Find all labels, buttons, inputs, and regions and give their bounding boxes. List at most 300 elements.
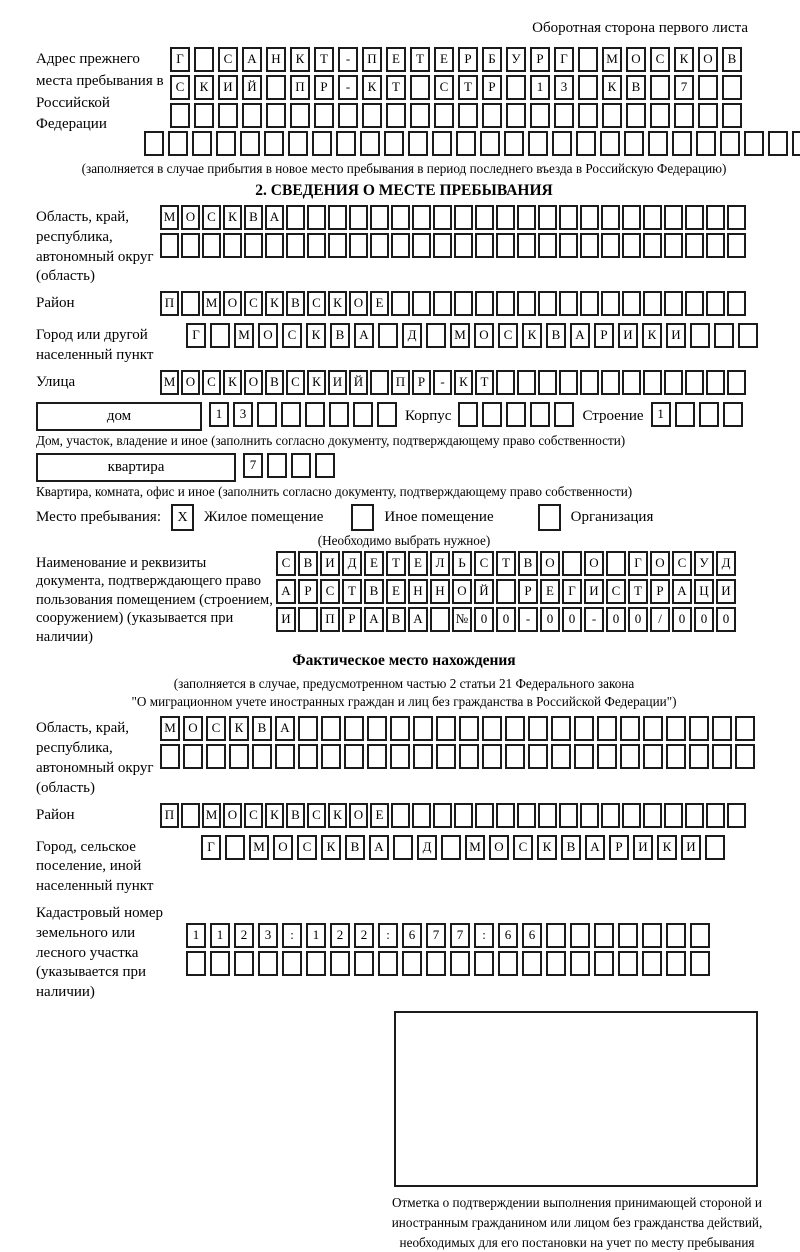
char-cell[interactable] <box>552 131 572 156</box>
char-cell[interactable] <box>580 233 599 258</box>
char-cell[interactable] <box>298 716 318 741</box>
char-cell[interactable]: Ц <box>694 579 714 604</box>
char-cell[interactable] <box>554 402 574 427</box>
char-cell[interactable]: Р <box>482 75 502 100</box>
char-cell[interactable] <box>459 716 479 741</box>
char-cell[interactable] <box>546 951 566 976</box>
char-cell[interactable] <box>229 744 249 769</box>
char-cell[interactable] <box>642 951 662 976</box>
char-cell[interactable]: 0 <box>672 607 692 632</box>
char-cell[interactable] <box>538 233 557 258</box>
char-cell[interactable] <box>580 291 599 316</box>
char-cell[interactable]: В <box>518 551 538 576</box>
char-cell[interactable] <box>643 233 662 258</box>
char-cell[interactable] <box>225 835 245 860</box>
char-cell[interactable]: В <box>364 579 384 604</box>
char-cell[interactable] <box>475 291 494 316</box>
char-cell[interactable] <box>186 951 206 976</box>
char-cell[interactable]: - <box>338 47 358 72</box>
char-cell[interactable] <box>436 744 456 769</box>
char-cell[interactable]: И <box>618 323 638 348</box>
char-cell[interactable] <box>329 402 349 427</box>
char-cell[interactable] <box>528 744 548 769</box>
char-cell[interactable]: М <box>465 835 485 860</box>
char-cell[interactable]: 0 <box>540 607 560 632</box>
char-cell[interactable] <box>530 103 550 128</box>
char-cell[interactable] <box>393 835 413 860</box>
char-cell[interactable] <box>620 744 640 769</box>
char-cell[interactable] <box>336 131 356 156</box>
char-cell[interactable]: 2 <box>354 923 374 948</box>
char-cell[interactable] <box>685 205 704 230</box>
char-cell[interactable] <box>723 402 743 427</box>
char-cell[interactable] <box>685 233 704 258</box>
char-cell[interactable] <box>551 716 571 741</box>
char-cell[interactable] <box>370 205 389 230</box>
char-cell[interactable] <box>689 716 709 741</box>
char-cell[interactable] <box>450 951 470 976</box>
char-cell[interactable] <box>506 402 526 427</box>
char-cell[interactable] <box>546 923 566 948</box>
char-cell[interactable]: Д <box>342 551 362 576</box>
char-cell[interactable]: 1 <box>210 923 230 948</box>
char-cell[interactable]: Р <box>314 75 334 100</box>
char-cell[interactable]: В <box>722 47 742 72</box>
char-cell[interactable] <box>290 103 310 128</box>
char-cell[interactable] <box>436 716 456 741</box>
char-cell[interactable] <box>690 923 710 948</box>
char-cell[interactable]: С <box>672 551 692 576</box>
char-cell[interactable]: 0 <box>562 607 582 632</box>
char-cell[interactable]: С <box>286 370 305 395</box>
char-cell[interactable]: Р <box>594 323 614 348</box>
char-cell[interactable] <box>433 291 452 316</box>
char-cell[interactable] <box>618 951 638 976</box>
char-cell[interactable] <box>482 716 502 741</box>
char-cell[interactable] <box>705 835 725 860</box>
char-cell[interactable]: Т <box>386 75 406 100</box>
char-cell[interactable]: 1 <box>651 402 671 427</box>
char-cell[interactable] <box>377 402 397 427</box>
char-cell[interactable]: У <box>694 551 714 576</box>
char-cell[interactable] <box>606 551 626 576</box>
char-cell[interactable]: О <box>650 551 670 576</box>
char-cell[interactable] <box>675 402 695 427</box>
char-cell[interactable]: С <box>206 716 226 741</box>
char-cell[interactable] <box>181 233 200 258</box>
char-cell[interactable] <box>664 370 683 395</box>
char-cell[interactable]: 3 <box>233 402 253 427</box>
char-cell[interactable] <box>578 103 598 128</box>
char-cell[interactable] <box>712 744 732 769</box>
char-cell[interactable] <box>413 716 433 741</box>
char-cell[interactable]: М <box>450 323 470 348</box>
char-cell[interactable]: М <box>160 370 179 395</box>
char-cell[interactable] <box>306 951 326 976</box>
char-cell[interactable]: В <box>561 835 581 860</box>
char-cell[interactable] <box>562 551 582 576</box>
char-cell[interactable] <box>580 205 599 230</box>
char-cell[interactable] <box>349 205 368 230</box>
char-cell[interactable]: С <box>606 579 626 604</box>
char-cell[interactable] <box>168 131 188 156</box>
char-cell[interactable]: - <box>518 607 538 632</box>
char-cell[interactable] <box>517 205 536 230</box>
char-cell[interactable] <box>643 205 662 230</box>
char-cell[interactable] <box>458 402 478 427</box>
char-cell[interactable] <box>338 103 358 128</box>
char-cell[interactable]: А <box>369 835 389 860</box>
char-cell[interactable] <box>286 233 305 258</box>
char-cell[interactable] <box>706 803 725 828</box>
char-cell[interactable]: / <box>650 607 670 632</box>
char-cell[interactable] <box>410 103 430 128</box>
char-cell[interactable]: С <box>244 803 263 828</box>
char-cell[interactable]: М <box>160 716 180 741</box>
char-cell[interactable] <box>664 205 683 230</box>
char-cell[interactable] <box>722 103 742 128</box>
char-cell[interactable] <box>170 103 190 128</box>
char-cell[interactable]: Д <box>417 835 437 860</box>
char-cell[interactable]: К <box>642 323 662 348</box>
char-cell[interactable] <box>194 47 214 72</box>
char-cell[interactable]: К <box>328 803 347 828</box>
char-cell[interactable]: К <box>321 835 341 860</box>
char-cell[interactable] <box>517 803 536 828</box>
char-cell[interactable] <box>454 205 473 230</box>
char-cell[interactable]: А <box>242 47 262 72</box>
char-cell[interactable]: М <box>160 205 179 230</box>
char-cell[interactable] <box>390 744 410 769</box>
char-cell[interactable] <box>727 233 746 258</box>
char-cell[interactable] <box>391 205 410 230</box>
char-cell[interactable]: В <box>345 835 365 860</box>
char-cell[interactable] <box>622 370 641 395</box>
char-cell[interactable] <box>475 803 494 828</box>
char-cell[interactable] <box>643 716 663 741</box>
char-cell[interactable] <box>412 205 431 230</box>
char-cell[interactable] <box>244 233 263 258</box>
char-cell[interactable]: Р <box>412 370 431 395</box>
char-cell[interactable]: О <box>452 579 472 604</box>
char-cell[interactable] <box>664 233 683 258</box>
char-cell[interactable]: К <box>194 75 214 100</box>
char-cell[interactable]: О <box>349 291 368 316</box>
char-cell[interactable] <box>298 607 318 632</box>
char-cell[interactable]: О <box>474 323 494 348</box>
char-cell[interactable]: К <box>537 835 557 860</box>
char-cell[interactable]: И <box>584 579 604 604</box>
char-cell[interactable]: Г <box>186 323 206 348</box>
char-cell[interactable] <box>288 131 308 156</box>
char-cell[interactable]: 7 <box>674 75 694 100</box>
char-cell[interactable] <box>727 370 746 395</box>
char-cell[interactable] <box>712 716 732 741</box>
char-cell[interactable] <box>312 131 332 156</box>
char-cell[interactable]: И <box>320 551 340 576</box>
char-cell[interactable]: К <box>229 716 249 741</box>
char-cell[interactable]: Р <box>650 579 670 604</box>
char-cell[interactable] <box>570 923 590 948</box>
char-cell[interactable]: 3 <box>258 923 278 948</box>
char-cell[interactable]: В <box>265 370 284 395</box>
char-cell[interactable]: А <box>585 835 605 860</box>
char-cell[interactable] <box>433 233 452 258</box>
char-cell[interactable]: К <box>328 291 347 316</box>
char-cell[interactable] <box>344 716 364 741</box>
char-cell[interactable]: П <box>391 370 410 395</box>
char-cell[interactable]: О <box>626 47 646 72</box>
char-cell[interactable]: В <box>286 803 305 828</box>
char-cell[interactable] <box>530 402 550 427</box>
char-cell[interactable] <box>266 75 286 100</box>
char-cell[interactable]: О <box>273 835 293 860</box>
char-cell[interactable]: Р <box>530 47 550 72</box>
char-cell[interactable] <box>699 402 719 427</box>
char-cell[interactable]: М <box>234 323 254 348</box>
char-cell[interactable] <box>194 103 214 128</box>
char-cell[interactable] <box>601 370 620 395</box>
char-cell[interactable] <box>559 370 578 395</box>
char-cell[interactable] <box>475 233 494 258</box>
char-cell[interactable]: К <box>223 205 242 230</box>
char-cell[interactable]: И <box>328 370 347 395</box>
char-cell[interactable] <box>390 716 410 741</box>
char-cell[interactable] <box>307 205 326 230</box>
char-cell[interactable]: А <box>364 607 384 632</box>
char-cell[interactable] <box>538 205 557 230</box>
char-cell[interactable] <box>391 233 410 258</box>
char-cell[interactable]: 6 <box>402 923 422 948</box>
char-cell[interactable] <box>538 370 557 395</box>
char-cell[interactable] <box>666 923 686 948</box>
char-cell[interactable] <box>559 291 578 316</box>
char-cell[interactable]: Г <box>562 579 582 604</box>
char-cell[interactable] <box>690 323 710 348</box>
char-cell[interactable]: 7 <box>426 923 446 948</box>
char-cell[interactable] <box>580 803 599 828</box>
char-cell[interactable]: Е <box>386 579 406 604</box>
char-cell[interactable]: Г <box>628 551 648 576</box>
char-cell[interactable]: Н <box>266 47 286 72</box>
char-cell[interactable] <box>594 923 614 948</box>
char-cell[interactable] <box>538 291 557 316</box>
char-cell[interactable]: К <box>454 370 473 395</box>
char-cell[interactable] <box>266 103 286 128</box>
char-cell[interactable]: Т <box>386 551 406 576</box>
char-cell[interactable]: О <box>349 803 368 828</box>
char-cell[interactable]: Т <box>458 75 478 100</box>
char-cell[interactable] <box>506 103 526 128</box>
char-cell[interactable] <box>454 803 473 828</box>
char-cell[interactable]: П <box>290 75 310 100</box>
char-cell[interactable]: К <box>362 75 382 100</box>
char-cell[interactable] <box>622 803 641 828</box>
char-cell[interactable] <box>307 233 326 258</box>
char-cell[interactable] <box>210 323 230 348</box>
char-cell[interactable]: Н <box>408 579 428 604</box>
char-cell[interactable]: В <box>626 75 646 100</box>
char-cell[interactable] <box>559 233 578 258</box>
char-cell[interactable] <box>402 951 422 976</box>
char-cell[interactable]: - <box>338 75 358 100</box>
char-cell[interactable]: М <box>602 47 622 72</box>
char-cell[interactable] <box>505 744 525 769</box>
char-cell[interactable] <box>275 744 295 769</box>
char-cell[interactable] <box>643 370 662 395</box>
char-cell[interactable] <box>666 716 686 741</box>
char-cell[interactable]: - <box>433 370 452 395</box>
char-cell[interactable] <box>650 75 670 100</box>
char-cell[interactable] <box>574 744 594 769</box>
char-cell[interactable] <box>620 716 640 741</box>
char-cell[interactable] <box>367 716 387 741</box>
char-cell[interactable] <box>498 951 518 976</box>
char-cell[interactable] <box>183 744 203 769</box>
char-cell[interactable]: Р <box>342 607 362 632</box>
char-cell[interactable]: С <box>307 803 326 828</box>
char-cell[interactable]: 0 <box>474 607 494 632</box>
char-cell[interactable] <box>643 744 663 769</box>
char-cell[interactable] <box>517 370 536 395</box>
char-cell[interactable]: О <box>489 835 509 860</box>
char-cell[interactable] <box>202 233 221 258</box>
char-cell[interactable] <box>160 233 179 258</box>
char-cell[interactable] <box>391 803 410 828</box>
checkbox-zhiloe[interactable]: X <box>171 504 194 531</box>
char-cell[interactable]: Г <box>201 835 221 860</box>
char-cell[interactable] <box>210 951 230 976</box>
char-cell[interactable] <box>408 131 428 156</box>
char-cell[interactable] <box>554 103 574 128</box>
char-cell[interactable]: И <box>681 835 701 860</box>
char-cell[interactable]: П <box>362 47 382 72</box>
char-cell[interactable] <box>160 744 180 769</box>
char-cell[interactable] <box>714 323 734 348</box>
char-cell[interactable]: П <box>160 291 179 316</box>
char-cell[interactable] <box>522 951 542 976</box>
char-cell[interactable] <box>685 291 704 316</box>
char-cell[interactable]: 2 <box>234 923 254 948</box>
char-cell[interactable]: С <box>498 323 518 348</box>
char-cell[interactable] <box>321 716 341 741</box>
char-cell[interactable] <box>386 103 406 128</box>
char-cell[interactable] <box>314 103 334 128</box>
char-cell[interactable] <box>504 131 524 156</box>
char-cell[interactable]: С <box>202 205 221 230</box>
char-cell[interactable]: Т <box>475 370 494 395</box>
char-cell[interactable] <box>643 291 662 316</box>
char-cell[interactable] <box>602 103 622 128</box>
char-cell[interactable] <box>496 233 515 258</box>
char-cell[interactable]: О <box>223 803 242 828</box>
char-cell[interactable]: С <box>307 291 326 316</box>
char-cell[interactable] <box>643 803 662 828</box>
char-cell[interactable] <box>305 402 325 427</box>
char-cell[interactable]: Е <box>370 291 389 316</box>
char-cell[interactable] <box>264 131 284 156</box>
char-cell[interactable] <box>792 131 800 156</box>
char-cell[interactable] <box>378 323 398 348</box>
char-cell[interactable]: А <box>275 716 295 741</box>
char-cell[interactable]: И <box>276 607 296 632</box>
char-cell[interactable] <box>570 951 590 976</box>
char-cell[interactable] <box>559 803 578 828</box>
char-cell[interactable]: В <box>244 205 263 230</box>
char-cell[interactable] <box>426 951 446 976</box>
char-cell[interactable] <box>496 579 516 604</box>
char-cell[interactable] <box>426 323 446 348</box>
char-cell[interactable] <box>706 370 725 395</box>
char-cell[interactable]: П <box>160 803 179 828</box>
char-cell[interactable] <box>600 131 620 156</box>
char-cell[interactable] <box>727 291 746 316</box>
char-cell[interactable]: С <box>320 579 340 604</box>
char-cell[interactable]: Е <box>434 47 454 72</box>
char-cell[interactable] <box>367 744 387 769</box>
char-cell[interactable] <box>727 803 746 828</box>
char-cell[interactable] <box>258 951 278 976</box>
char-cell[interactable]: - <box>584 607 604 632</box>
char-cell[interactable] <box>433 803 452 828</box>
char-cell[interactable]: Д <box>402 323 422 348</box>
char-cell[interactable] <box>698 75 718 100</box>
char-cell[interactable]: 0 <box>694 607 714 632</box>
char-cell[interactable]: С <box>276 551 296 576</box>
char-cell[interactable]: Й <box>242 75 262 100</box>
char-cell[interactable]: Б <box>482 47 502 72</box>
char-cell[interactable]: Д <box>716 551 736 576</box>
char-cell[interactable]: С <box>650 47 670 72</box>
char-cell[interactable] <box>286 205 305 230</box>
checkbox-inoe[interactable] <box>351 504 374 531</box>
char-cell[interactable] <box>480 131 500 156</box>
char-cell[interactable] <box>349 233 368 258</box>
char-cell[interactable]: О <box>698 47 718 72</box>
char-cell[interactable]: № <box>452 607 472 632</box>
char-cell[interactable] <box>601 291 620 316</box>
char-cell[interactable]: К <box>306 323 326 348</box>
char-cell[interactable] <box>344 744 364 769</box>
char-cell[interactable]: К <box>522 323 542 348</box>
char-cell[interactable]: М <box>202 291 221 316</box>
char-cell[interactable] <box>706 233 725 258</box>
char-cell[interactable]: А <box>408 607 428 632</box>
char-cell[interactable]: К <box>307 370 326 395</box>
char-cell[interactable]: 6 <box>522 923 542 948</box>
char-cell[interactable] <box>482 402 502 427</box>
char-cell[interactable] <box>706 205 725 230</box>
char-cell[interactable] <box>432 131 452 156</box>
char-cell[interactable] <box>412 803 431 828</box>
char-cell[interactable] <box>601 233 620 258</box>
char-cell[interactable] <box>689 744 709 769</box>
char-cell[interactable]: У <box>506 47 526 72</box>
char-cell[interactable] <box>391 291 410 316</box>
char-cell[interactable]: С <box>513 835 533 860</box>
char-cell[interactable]: А <box>672 579 692 604</box>
char-cell[interactable] <box>664 291 683 316</box>
char-cell[interactable] <box>622 205 641 230</box>
char-cell[interactable] <box>696 131 716 156</box>
char-cell[interactable] <box>282 951 302 976</box>
char-cell[interactable] <box>738 323 758 348</box>
char-cell[interactable] <box>474 951 494 976</box>
char-cell[interactable]: Р <box>298 579 318 604</box>
char-cell[interactable]: Й <box>474 579 494 604</box>
char-cell[interactable]: И <box>633 835 653 860</box>
char-cell[interactable]: С <box>218 47 238 72</box>
